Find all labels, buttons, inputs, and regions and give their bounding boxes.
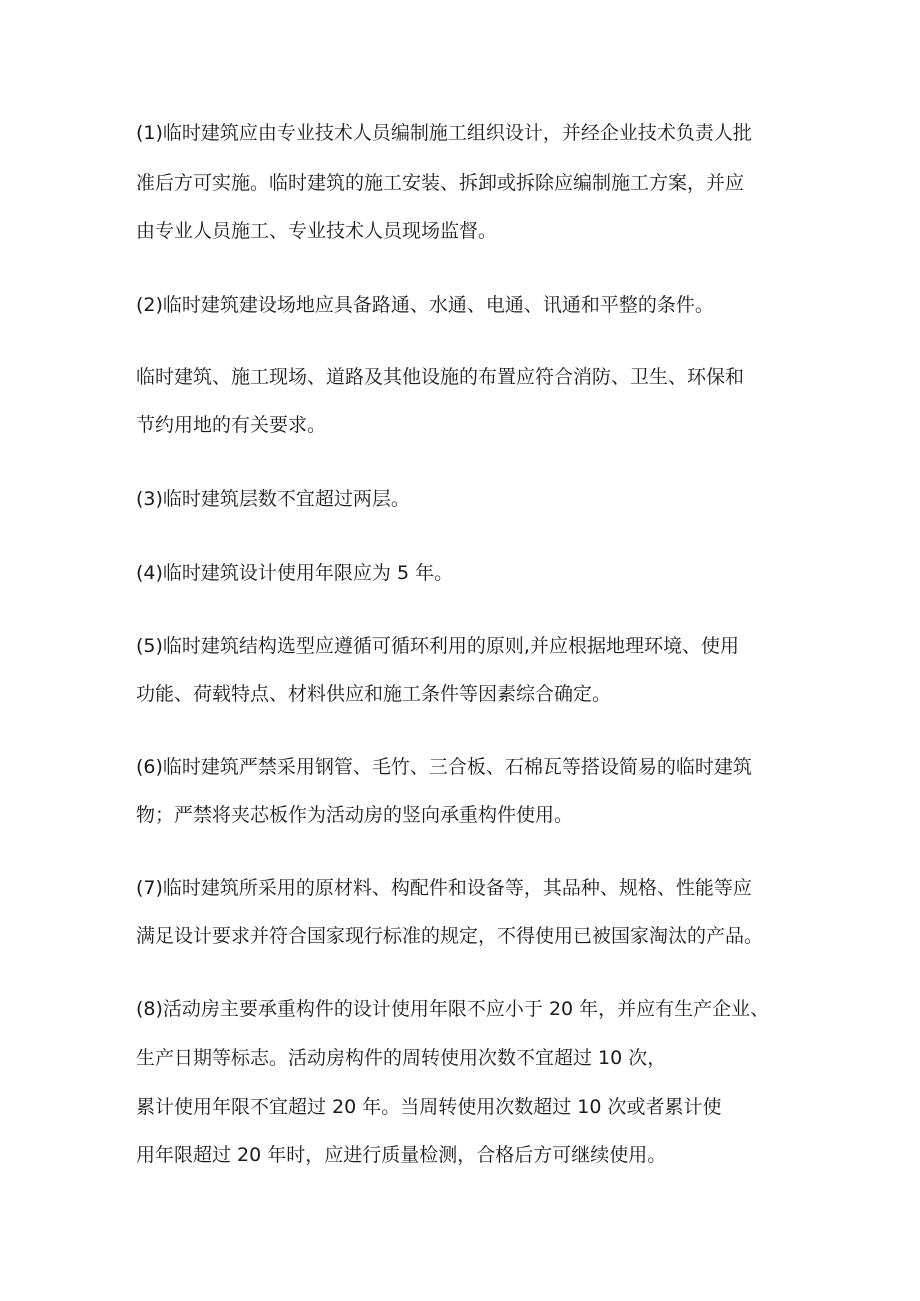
paragraph-3-line-2: 节约用地的有关要求。 [136,414,327,436]
paragraph-9-line-3: 累计使用年限不宜超过 20 年。当周转使用次数超过 10 次或者累计使 [136,1096,722,1118]
paragraph-2-line-1: (2)临时建筑建设场地应具备路通、水通、电通、讯通和平整的条件。 [136,294,714,316]
paragraph-1-line-2: 准后方可实施。临时建筑的施工安装、拆卸或拆除应编制施工方案，并应 [136,172,745,194]
paragraph-9-line-2: 生产日期等标志。活动房构件的周转使用次数不宜超过 10 次， [136,1047,667,1069]
paragraph-9-line-1: (8)活动房主要承重构件的设计使用年限不应小于 20 年，并应有生产企业、 [136,998,770,1020]
paragraph-8-line-1: (7)临时建筑所采用的原材料、构配件和设备等，其品种、规格、性能等应 [136,877,752,899]
paragraph-7-line-2: 物；严禁将夹芯板作为活动房的竖向承重构件使用。 [136,804,574,826]
paragraph-3-line-1: 临时建筑、施工现场、道路及其他设施的布置应符合消防、卫生、环保和 [136,366,745,388]
paragraph-5-line-1: (4)临时建筑设计使用年限应为 5 年。 [136,562,454,584]
paragraph-4-line-1: (3)临时建筑层数不宜超过两层。 [136,488,410,510]
paragraph-6-line-1: (5)临时建筑结构选型应遵循可循环利用的原则,并应根据地理环境、使用 [136,635,739,657]
paragraph-1-line-3: 由专业人员施工、专业技术人员现场监督。 [136,220,498,242]
paragraph-6-line-2: 功能、荷载特点、材料供应和施工条件等因素综合确定。 [136,683,612,705]
paragraph-1-line-1: (1)临时建筑应由专业技术人员编制施工组织设计，并经企业技术负责人批 [136,122,752,144]
paragraph-8-line-2: 满足设计要求并符合国家现行标准的规定，不得使用已被国家淘汰的产品。 [136,925,764,947]
paragraph-7-line-1: (6)临时建筑严禁采用钢管、毛竹、三合板、石棉瓦等搭设简易的临时建筑 [136,756,752,778]
paragraph-9-line-4: 用年限超过 20 年时，应进行质量检测，合格后方可继续使用。 [136,1144,667,1166]
